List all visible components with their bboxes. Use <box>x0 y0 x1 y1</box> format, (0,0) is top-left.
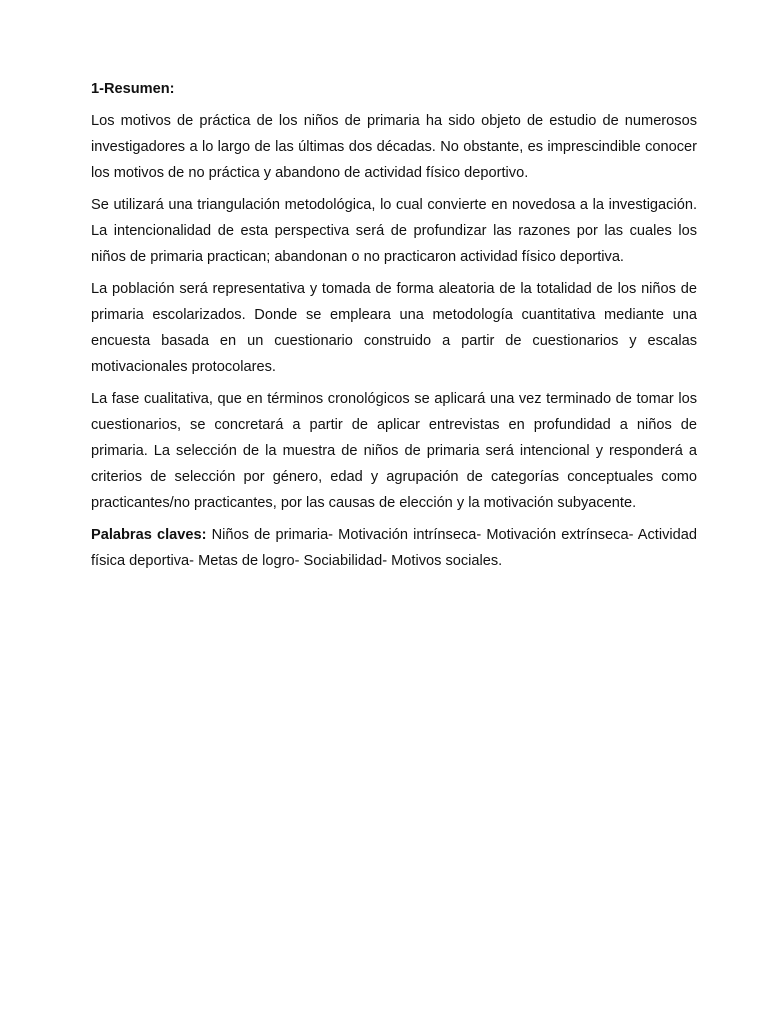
paragraph-2: Se utilizará una triangulación metodológica, lo cual convierte en novedosa a la investigación. La intencionalidad de esta perspectiva será de profundizar las razones por las cuales los niños de primaria practican; abandonan o no practicaron actividad físico deportiva. <box>91 197 697 265</box>
keywords-label: Palabras claves: <box>91 527 207 543</box>
keywords-text: Niños de primaria- Motivación intrínseca- Motivación extrínseca- Actividad física deportiva- Metas de logro- Sociabilidad- Motivos sociales. <box>91 527 697 569</box>
section-heading: 1-Resumen: <box>91 81 175 97</box>
keywords-paragraph <box>91 522 697 574</box>
paragraph-1: Los motivos de práctica de los niños de primaria ha sido objeto de estudio de numerosos investigadores a lo largo de las últimas dos décadas. No obstante, es imprescindible conocer los motivos de no práctica y abandono de actividad físico deportivo. <box>91 113 697 181</box>
paragraph-4: La fase cualitativa, que en términos cronológicos se aplicará una vez terminado de tomar los cuestionarios, se concretará a partir de aplicar entrevistas en profundidad a niños de primaria. La selección de la muestra de niños de primaria será intencional y responderá a criterios de selección por género, edad y agrupación de categorías conceptuales como practicantes/no practicantes, por las causas de elección y la motivación subyacente. <box>91 391 697 511</box>
paragraph-3: La población será representativa y tomada de forma aleatoria de la totalidad de los niños de primaria escolarizados. Donde se empleara una metodología cuantitativa mediante una encuesta basada en un cuestionario construido a partir de cuestionarios y escalas motivacionales protocolares. <box>91 281 697 375</box>
document-page <box>91 76 697 580</box>
